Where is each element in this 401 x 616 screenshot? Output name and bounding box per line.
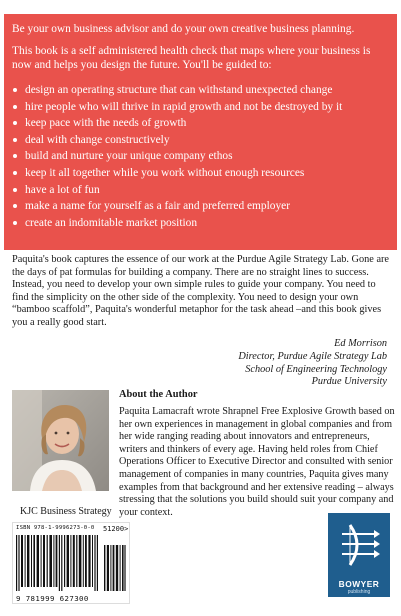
bullet-icon <box>13 204 17 208</box>
panel-lead: Be your own business advisor and do your own creative business planning. <box>12 23 355 35</box>
bullet-icon <box>13 138 17 142</box>
signature-name: Ed Morrison <box>334 338 387 349</box>
author-photo <box>12 390 109 491</box>
benefit-item: design an operating structure that can withstand unexpected change <box>12 82 389 99</box>
about-heading: About the Author <box>119 389 198 400</box>
bullet-icon <box>13 121 17 125</box>
bullet-icon <box>13 188 17 192</box>
bullet-icon <box>13 171 17 175</box>
benefit-item: build and nurture your unique company ethos <box>12 148 389 165</box>
benefit-item: hire people who will thrive in rapid growth and not be destroyed by it <box>12 99 389 116</box>
author-portrait-image <box>12 390 109 491</box>
summary-panel <box>4 14 397 250</box>
endorsement-text: Paquita's book captures the essence of our work at the Purdue Agile Strategy Lab. Gone are the days of pat formulas for building a company. There are no straight lines to success. Instead, you need to develop your own simple rules to guide your company. You need to find the simplicity on the other side of the complexity. You need to design your own “bamboo scaffold”, Paquita's wonderful metaphor for the task ahead –and this book gives you a really good start. <box>12 254 390 328</box>
publisher-logo <box>328 513 390 597</box>
barcode-bars-icon <box>16 535 126 591</box>
endorsement-blurb <box>12 254 392 330</box>
barcode-digits: 9 781999 627300 <box>16 594 89 603</box>
signature-school: School of Engineering Technology <box>245 363 387 375</box>
signature-title: Director, Purdue Agile Strategy Lab <box>238 350 387 362</box>
benefit-item: keep it all together while you work without enough resources <box>12 165 389 182</box>
bullet-icon <box>13 88 17 92</box>
benefit-item: make a name for yourself as a fair and preferred employer <box>12 198 389 215</box>
benefit-item: keep pace with the needs of growth <box>12 115 389 132</box>
bullet-icon <box>13 154 17 158</box>
signature-university: Purdue University <box>311 376 387 388</box>
benefit-list <box>12 82 389 231</box>
bow-logo-icon <box>328 513 390 577</box>
benefit-item: have a lot of fun <box>12 182 389 199</box>
isbn-barcode <box>12 522 130 604</box>
publisher-name: BOWYER <box>338 579 380 589</box>
benefit-item: deal with change constructively <box>12 132 389 149</box>
panel-intro: This book is a self administered health check that maps where your business is now and helps you design the future. You'll be guided to: <box>12 45 371 71</box>
barcode-addon: 51200> <box>103 525 129 533</box>
isbn-label: ISBN 978-1-9996273-0-0 <box>16 525 95 531</box>
publisher-sub: publishing <box>347 589 371 595</box>
bullet-icon <box>13 105 17 109</box>
bullet-icon <box>13 221 17 225</box>
about-text: Paquita Lamacraft wrote Shrapnel Free Explosive Growth based on her own experiences in management in global companies and from her wide ranging reading about innovators and entrepreneurs, writers and thinkers of every age. Having held roles from Chief Operations Officer to Executive Director and consulted with senior management of companies in many countries, Paquita gives many examples from that background and her extensive reading – always stressing that the solutions you build should suit your company and your context. <box>119 406 395 518</box>
endorsement-signature <box>238 338 387 389</box>
benefit-item: create an indomitable market position <box>12 215 389 232</box>
imprint-label: KJC Business Strategy <box>20 506 112 517</box>
